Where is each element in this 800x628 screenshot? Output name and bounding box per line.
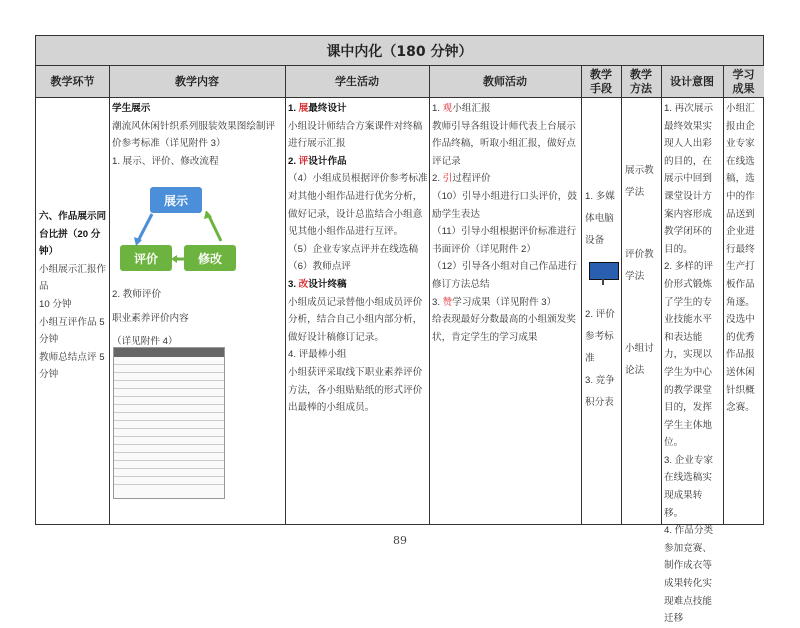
header-intent: 设计意图 <box>661 66 723 98</box>
table-title: 课中内化（180 分钟） <box>36 36 763 66</box>
means-item: 1. 多媒体电脑设备 <box>585 191 615 246</box>
student-text: （5）企业专家点评并在线选稿 <box>288 243 419 255</box>
stage-line: 小组互评作品 5 分钟 <box>39 316 105 346</box>
content-lower <box>112 286 282 351</box>
student-text: 小组获评采取线下职业素养评价方法，各小组贴贴纸的形式评价出最棒的小组成员。 <box>288 366 423 414</box>
header-teacher: 教师活动 <box>429 66 581 98</box>
header-stage: 教学环节 <box>36 66 109 98</box>
teacher-text: （12）引导各小组对自己作品进行修订方法总结 <box>432 261 577 290</box>
stage-line: 10 分钟 <box>39 298 72 310</box>
means-cell <box>585 98 619 252</box>
header-content: 教学内容 <box>109 66 285 98</box>
monitor-stand <box>602 279 604 285</box>
flow-arrows <box>116 211 246 251</box>
result-cell <box>726 98 762 417</box>
content-line: （详见附件 4） <box>112 336 178 348</box>
content-line: 职业素养评价内容 <box>112 312 189 324</box>
student-text: （4）小组成员根据评价参考标准对其他小组作品进行优劣分析，做好记录，设计总监结合小组意见其他小组作品进行互评。 <box>288 173 428 238</box>
stage-title: 六、作品展示同台比拼（20 分钟） <box>39 211 107 258</box>
method-item: 展示教学法 <box>625 165 654 198</box>
stage-cell <box>39 98 109 384</box>
student-text: 小组设计师结合方案课件对终稿进行展示汇报 <box>288 120 423 150</box>
intent-item: 1. 再次展示最终效果实现人人出彩的目的，在展示中回到课堂设计方案内容形成教学闭环的目的。 <box>664 103 714 255</box>
content-line: 潮流风休闲针织系列服装效果图绘制评价参考标准（详见附件 3） <box>112 120 276 150</box>
teacher-cell: 1. 观小组汇报 教师引导各组设计师代表上台展示作品终稿，听取小组汇报，做好点评记录 2. 引过程评价 （10）引导小组进行口头评价，鼓励学生表达 （11）引导小组根据评价标准进行书面评价（详见附件 2） （12）引导各小组对自己作品进行修订方法总结 3. 赞学习成果（详见附件 3） 给表现最好分数最高的小组颁发奖状，肯定学生的学习成果 <box>432 98 579 346</box>
teacher-text: 给表现最好分数最高的小组颁发奖状，肯定学生的学习成果 <box>432 314 576 343</box>
teacher-text: （10）引导小组进行口头评价，鼓励学生表达 <box>432 190 577 220</box>
header-result: 学习成果 <box>723 66 764 98</box>
content-line: 2. 教师评价 <box>112 289 162 300</box>
header-method: 教学方法 <box>621 66 661 98</box>
flow-arrow-horizontal <box>171 254 187 264</box>
means-cell-lower <box>585 304 619 414</box>
flow-evaluate-box: 评价 <box>120 245 172 271</box>
monitor-icon <box>589 262 619 280</box>
divider <box>109 66 110 525</box>
divider <box>581 66 582 525</box>
intent-cell <box>664 98 721 628</box>
means-item: 3. 竞争积分表 <box>585 375 615 408</box>
content-line: 1. 展示、评价、修改流程 <box>112 155 219 167</box>
evaluation-table-thumbnail <box>113 347 225 499</box>
page-number: 89 <box>393 534 407 547</box>
flow-show-box: 展示 <box>150 187 202 213</box>
method-item: 评价教学法 <box>625 249 654 282</box>
student-text: 4. 评最棒小组 <box>288 349 347 361</box>
divider <box>661 66 662 525</box>
intent-item: 4. 作品分类参加竞赛、制作成衣等成果转化实现难点技能迁移 <box>664 525 714 625</box>
divider <box>621 66 622 525</box>
content-cell <box>112 98 282 170</box>
stage-line: 教师总结点评 5 分钟 <box>39 351 105 381</box>
means-item: 2. 评价参考标准 <box>585 309 615 364</box>
method-item: 小组讨论法 <box>625 343 654 376</box>
stage-line: 小组展示汇报作品 <box>39 263 107 293</box>
flow-revise-box: 修改 <box>184 245 236 271</box>
intent-item: 3. 企业专家在线选稿实现成果转移。 <box>664 454 714 519</box>
student-cell: 1. 展最终设计 小组设计师结合方案课件对终稿进行展示汇报 2. 评设计作品 （4）小组成员根据评价参考标准对其他小组作品进行优劣分析，做好记录，设计总监结合小组意见其他小组作品进行互评。 （5）企业专家点评并在线选稿 （6）教师点评 3. 改设计终稿 小组成员记录替他小组成员评价分析，结合自己小组内部分析，做好设计稿修订记录。 4. 评最棒小组 小组获评采取线下职业素养评价方法，各小组贴贴纸的形式评价出最棒的小组成员。 <box>288 98 428 417</box>
intent-item: 2. 多样的评价形式锻炼了学生的专业技能水平和表达能力，实现以学生为中心的教学课堂目的，发挥学生主体地位。 <box>664 261 714 449</box>
method-cell <box>625 98 659 382</box>
divider <box>285 66 286 525</box>
teacher-text: 教师引导各组设计师代表上台展示作品终稿，听取小组汇报，做好点评记录 <box>432 120 576 167</box>
divider <box>723 66 724 525</box>
divider <box>429 66 430 525</box>
student-text: 小组成员记录替他小组成员评价分析，结合自己小组内部分析，做好设计稿修订记录。 <box>288 296 423 343</box>
header-means: 教学手段 <box>581 66 621 98</box>
student-text: （6）教师点评 <box>288 261 351 273</box>
content-heading: 学生展示 <box>112 103 151 114</box>
header-student: 学生活动 <box>285 66 429 98</box>
result-text: 小组汇报由企业专家在线选稿，选中的作品送到企业进行最终生产打板作品角逐。没选中的优秀作品报送休闲针织概念赛。 <box>726 103 755 414</box>
teacher-text: （11）引导小组根据评价标准进行书面评价（详见附件 2） <box>432 226 577 255</box>
